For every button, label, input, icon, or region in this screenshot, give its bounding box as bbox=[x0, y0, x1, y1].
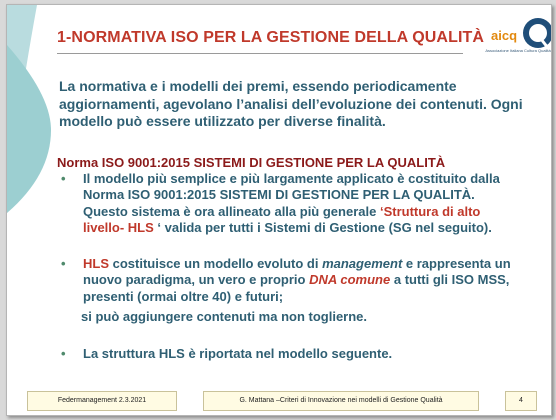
slide-title: 1-NORMATIVA ISO PER LA GESTIONE DELLA QUALITÀ bbox=[57, 29, 485, 46]
logo-text: aicq bbox=[491, 28, 518, 43]
bullet-icon: • bbox=[61, 171, 66, 186]
bullet-hls-model: La struttura HLS è riportata nel modello seguente. bbox=[83, 346, 393, 361]
hls-highlight: ‘Struttura di alto livello- HLS bbox=[83, 203, 481, 236]
bullet-iso-9001: Il modello più semplice e più largamente applicato è costituito dalla Norma ISO 9001:2015 SISTEMI DI GESTIONE PER LA QUALITÀ. Questo sistema è ora allineato alla più generale ‘Struttura di alto livello- HLS ‘ valida per tutti i Sistemi di Gestione (SG nel seguito). bbox=[83, 171, 500, 236]
bullet-icon: • bbox=[61, 346, 66, 361]
logo-subtitle: Associazione Italiana Cultura Qualità bbox=[485, 48, 551, 53]
footer-title: G. Mattana –Criteri di Innovazione nei modelli di Gestione Qualità bbox=[203, 391, 479, 411]
section-heading: Norma ISO 9001:2015 SISTEMI DI GESTIONE PER LA QUALITÀ bbox=[57, 155, 446, 170]
bullet-icon: • bbox=[61, 256, 66, 271]
title-underline bbox=[57, 53, 463, 54]
footer-date: Federmanagement 2.3.2021 bbox=[27, 391, 177, 411]
teal-circle-shape bbox=[7, 45, 51, 213]
footer-page-number: 4 bbox=[505, 391, 537, 411]
bullet-hls: HLS costituisce un modello evoluto di management e rappresenta un nuovo paradigma, un vero e proprio DNA comune a tutti gli ISO MSS, presenti (ormai oltre 40) e futuri; bbox=[83, 256, 511, 304]
note-line: si può aggiungere contenuti ma non toglierne. bbox=[81, 309, 368, 324]
slide bbox=[6, 4, 552, 416]
intro-paragraph: La normativa e i modelli dei premi, essendo periodicamente aggiornamenti, agevolano l’analisi dell’evoluzione dei contenuti. Ogni modello può essere utilizzato per diverse finalità. bbox=[59, 78, 523, 129]
